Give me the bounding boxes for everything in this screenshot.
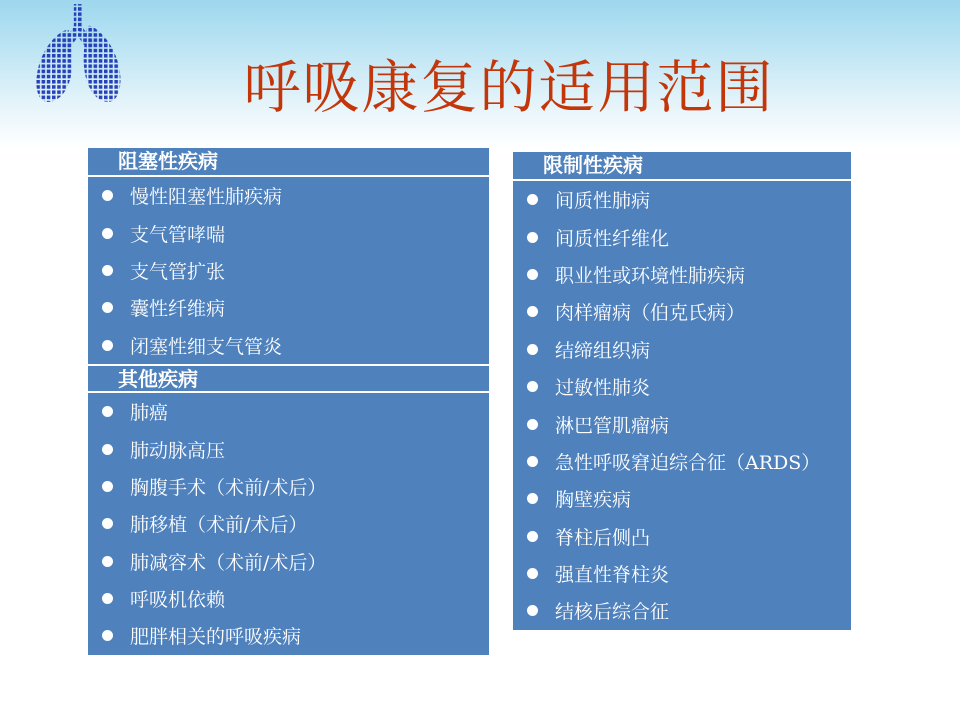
bullet-icon: [527, 456, 538, 467]
list-item-label: 支气管哮喘: [130, 223, 226, 246]
bullet-icon: [527, 493, 538, 504]
section-item-list: [513, 181, 851, 630]
list-item: [88, 430, 489, 467]
list-item: [88, 177, 489, 214]
list-item-label: 过敏性肺炎: [555, 377, 651, 400]
list-item: [88, 214, 489, 251]
section-left-1: [88, 364, 489, 655]
bullet-icon: [527, 605, 538, 616]
list-item-label: 胸壁疾病: [555, 489, 632, 512]
list-item: [513, 181, 851, 218]
list-item-label: 肥胖相关的呼吸疾病: [130, 626, 302, 649]
list-item-label: 急性呼吸窘迫综合征（ARDS）: [555, 451, 821, 474]
list-item-label: 肺移植（术前/术后）: [130, 514, 308, 537]
bullet-icon: [527, 344, 538, 355]
list-item: [513, 555, 851, 592]
list-item-label: 闭塞性细支气管炎: [130, 335, 283, 358]
list-item-label: 呼吸机依赖: [130, 589, 226, 612]
list-item: [513, 405, 851, 442]
section-right-0: [513, 152, 851, 630]
bullet-icon: [102, 444, 113, 455]
list-item: [513, 368, 851, 405]
list-item: [513, 592, 851, 629]
list-item-label: 脊柱后侧凸: [555, 526, 651, 549]
list-item: [88, 289, 489, 326]
list-item: [88, 468, 489, 505]
bullet-icon: [102, 481, 113, 492]
list-item: [88, 617, 489, 654]
panel-obstructive-other: [88, 148, 489, 655]
bullet-icon: [102, 406, 113, 417]
bullet-icon: [102, 302, 113, 313]
bullet-icon: [527, 381, 538, 392]
list-item: [88, 505, 489, 542]
list-item: [88, 252, 489, 289]
list-item-label: 职业性或环境性肺疾病: [555, 264, 746, 287]
section-header: 限制性疾病: [513, 152, 851, 181]
section-left-0: [88, 148, 489, 364]
slide-title: 呼吸康复的适用范围: [243, 55, 775, 121]
list-item: [513, 256, 851, 293]
list-item: [513, 518, 851, 555]
bullet-icon: [102, 190, 113, 201]
list-item-label: 胸腹手术（术前/术后）: [130, 476, 327, 499]
list-item: [88, 543, 489, 580]
list-item-label: 慢性阻塞性肺疾病: [130, 186, 283, 209]
list-item: [88, 580, 489, 617]
list-item: [513, 218, 851, 255]
list-item-label: 肺动脉高压: [130, 439, 226, 462]
list-item-label: 结核后综合征: [555, 601, 670, 624]
list-item: [513, 331, 851, 368]
list-item-label: 淋巴管肌瘤病: [555, 414, 670, 437]
bullet-icon: [102, 265, 113, 276]
bullet-icon: [102, 518, 113, 529]
section-item-list: [88, 177, 489, 364]
panel-restrictive: [513, 152, 851, 630]
bullet-icon: [102, 340, 113, 351]
bullet-icon: [527, 269, 538, 280]
bullet-icon: [527, 306, 538, 317]
section-header: 其他疾病: [88, 364, 489, 393]
bullet-icon: [102, 630, 113, 641]
list-item-label: 肉样瘤病（伯克氏病）: [555, 302, 746, 325]
section-header: 阻塞性疾病: [88, 148, 489, 177]
list-item-label: 囊性纤维病: [130, 298, 226, 321]
bullet-icon: [527, 531, 538, 542]
list-item: [513, 293, 851, 330]
list-item-label: 支气管扩张: [130, 260, 226, 283]
list-item-label: 间质性肺病: [555, 190, 651, 213]
bullet-icon: [527, 568, 538, 579]
list-item-label: 肺癌: [130, 402, 169, 425]
list-item: [88, 393, 489, 430]
list-item: [88, 327, 489, 364]
bullet-icon: [102, 593, 113, 604]
section-item-list: [88, 393, 489, 655]
bullet-icon: [527, 232, 538, 243]
list-item-label: 强直性脊柱炎: [555, 564, 670, 587]
bullet-icon: [102, 556, 113, 567]
list-item: [513, 480, 851, 517]
bullet-icon: [527, 194, 538, 205]
list-item-label: 结缔组织病: [555, 339, 651, 362]
bullet-icon: [102, 228, 113, 239]
list-item: [513, 443, 851, 480]
list-item-label: 间质性纤维化: [555, 227, 670, 250]
bullet-icon: [527, 419, 538, 430]
list-item-label: 肺减容术（术前/术后）: [130, 551, 327, 574]
